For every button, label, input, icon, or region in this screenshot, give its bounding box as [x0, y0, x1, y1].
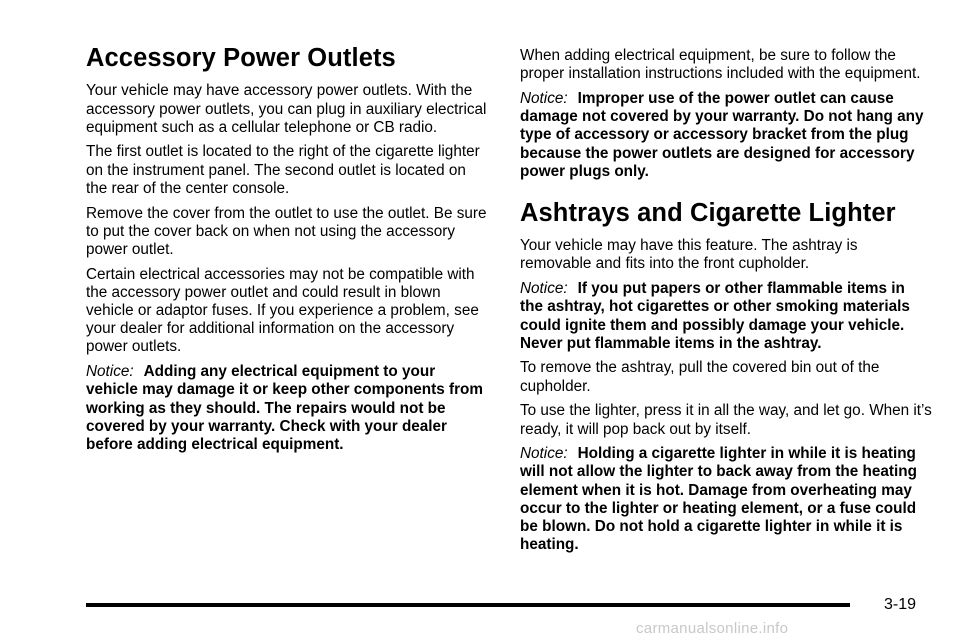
notice-label: Notice:	[520, 280, 568, 298]
notice-paragraph	[520, 445, 932, 554]
paragraph: The first outlet is located to the right of the cigarette lighter on the instrument panel. The second outlet is located on the rear of the center console.	[86, 143, 480, 197]
paragraph: Your vehicle may have accessory power outlets. With the accessory power outlets, you can plug in auxiliary electrical equipment such as a cellular telephone or CB radio.	[86, 82, 487, 136]
paragraph: Remove the cover from the outlet to use the outlet. Be sure to put the cover back on when not using the accessory power outlet.	[86, 204, 487, 258]
paragraph: When adding electrical equipment, be sure to follow the proper installation instructions included with the equipment.	[520, 47, 921, 83]
notice-text: If you put papers or other flammable items in the ashtray, hot cigarettes or other smoking materials could ignite them and possibly damage your vehicle. Never put flammable items in the ashtray.	[520, 280, 910, 352]
right-column	[520, 47, 932, 561]
notice-text: Improper use of the power outlet can cause damage not covered by your warranty. Do not hang any type of accessory or accessory bracket from the plug because the power outlets are designed for accessory power plugs only.	[520, 89, 924, 180]
paragraph: Your vehicle may have this feature. The ashtray is removable and fits into the front cupholder.	[520, 237, 858, 273]
notice-label: Notice:	[520, 89, 568, 107]
paragraph: To remove the ashtray, pull the covered bin out of the cupholder.	[520, 359, 880, 395]
watermark: carmanualsonline.info	[636, 620, 789, 637]
section-heading-accessory-power-outlets: Accessory Power Outlets	[86, 44, 396, 72]
page-number: 3-19	[884, 596, 917, 613]
section-heading-ashtrays-and-cigarette-lighter: Ashtrays and Cigarette Lighter	[520, 198, 896, 227]
left-column	[86, 44, 490, 461]
notice-text: Holding a cigarette lighter in while it is heating will not allow the lighter to back away from the heating element when it is hot. Damage from overheating may occur to the lighter or heating element, or a fuse could be blown. Do not hold a cigarette lighter in while it is heating.	[520, 445, 917, 554]
paragraph: To use the lighter, press it in all the way, and let go. When it’s ready, it will pop back out by itself.	[520, 402, 932, 438]
notice-paragraph	[86, 363, 490, 454]
notice-label: Notice:	[86, 363, 134, 381]
notice-paragraph	[520, 280, 932, 353]
paragraph: Certain electrical accessories may not be compatible with the accessory power outlet and could result in blown vehicle or adaptor fuses. If you experience a problem, see your dealer for additional information on the accessory power outlets.	[86, 265, 479, 356]
notice-label: Notice:	[520, 445, 568, 463]
footer-rule	[86, 603, 850, 607]
notice-text: Adding any electrical equipment to your vehicle may damage it or keep other components from working as they should. The repairs would not be covered by your warranty. Check with your dealer before adding electrical equipment.	[86, 363, 483, 453]
notice-paragraph	[520, 90, 932, 181]
